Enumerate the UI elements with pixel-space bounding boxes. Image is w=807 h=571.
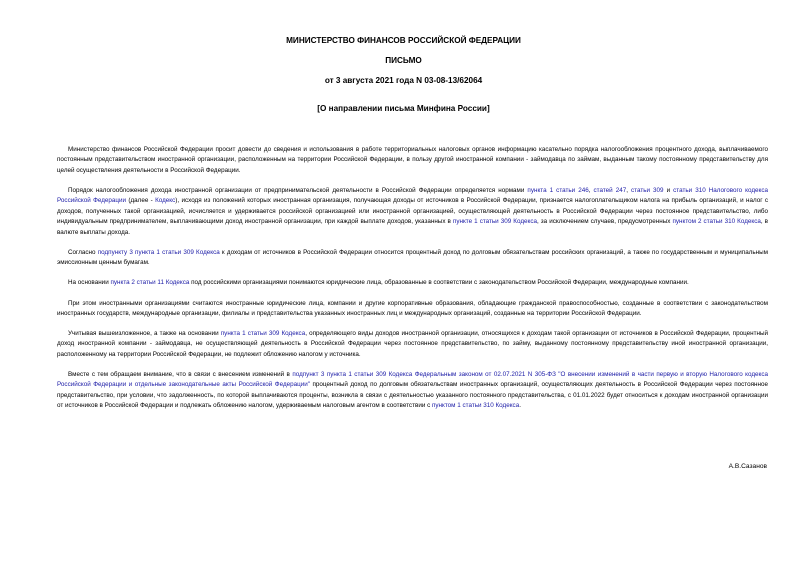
link-art310-tax-code[interactable]: статьи 310 Налогового кодекса Российской Федерации [57, 187, 769, 205]
text: под российскими организациями понимаются юридические лица, образованные в соответствии с законодательством Российской Федерации, международные компании. [189, 279, 689, 286]
paragraph-2 [57, 186, 768, 238]
text: процентный доход по долговым обязательствам иностранных организаций, осуществляющих деятельность в Российской Федерации через постоянное представительство, при условии, что задолженность, по которой выплачиваются проценты, возникла в связи с деятельностью указанного постоянного представительства, с 01.01.2022 будет относиться к доходам иностранной организации от источников в Российской Федерации и подлежать обложению налогом, удерживаемым налоговым агентом в соответствии с [57, 381, 768, 410]
paragraph-1: Министерство финансов Российской Федерации просит довести до сведения и использования в работе территориальных налоговых органов информацию касательно порядка налогообложения процентного дохода, выплачиваемого постоянным представительством иностранной организации, расположенным на территории Российской Федерации, в пользу другой иностранной компании - займодавца по займам, выданным такому постоянному представительству для целей осуществления деятельности в Российской Федерации. [57, 146, 768, 174]
link-federal-law-305[interactable]: Федеральным законом от 02.07.2021 N 305-ФЗ "О внесении изменений в части первую и вторую Налогового кодекса Российской Федерации и отдельные законодательные акты Российской Федерации" [57, 371, 769, 389]
link-p2-art11[interactable]: пункта 2 статьи 11 Кодекса [110, 279, 190, 286]
link-p1-art310[interactable]: пунктом 1 статьи 310 Кодекса [432, 402, 520, 410]
text: Согласно [68, 249, 98, 256]
link-p1-art246[interactable]: пункта 1 статьи 246 [527, 187, 589, 194]
doc-date-number: от 3 августа 2021 года N 03-08-13/62064 [324, 76, 483, 85]
text: к доходам от источников в Российской Федерации относится процентный доход по долговым обязательствам российских организаций, а также по государственным и муниципальным эмиссионным ценным бумагам. [57, 249, 768, 267]
text: ), исходя из положений которых иностранная организация, получающая доходы от источников в Российской Федерации, признается налогоплательщиком налога на прибыль организаций, и налог с доходов, полученных такой организацией, исчисляется и удерживается российской организацией или иностранной организацией, осуществляющей деятельность в Российской Федерации через постоянное представительство, либо индивидуальным предпринимателем, выплачивающими доход иностранной организации, при каждой выплате доходов, указанных в [57, 197, 768, 226]
text: , за исключением случаев, предусмотренных [536, 218, 673, 226]
link-art247[interactable]: статей 247 [593, 187, 627, 194]
link-art309[interactable]: статьи 309 [631, 187, 664, 194]
paragraph-6 [57, 329, 768, 360]
paragraph-4 [57, 278, 768, 288]
doc-subject: [О направлении письма Минфина России] [317, 104, 490, 113]
paragraph-5: При этом иностранными организациями считаются иностранные юридические лица, компании и другие корпоративные образования, обладающие гражданской правоспособностью, созданные в соответствии с законодательством иностранных государств, международные организации, филиалы и представительства указанных иностранных лиц и международных организаций, созданные на территории Российской Федерации. [57, 300, 768, 318]
text: и [663, 187, 674, 194]
signature: А.В.Сазанов [728, 463, 767, 470]
text: , в валюте выплаты дохода. [57, 218, 768, 236]
paragraph-7 [57, 370, 768, 412]
link-p1-art309-b[interactable]: пункта 1 статьи 309 Кодекса [220, 330, 306, 337]
text: , определяющего виды доходов иностранной организации, относящихся к доходам такой организации от источников в Российской Федерации, процентный доход иностранной компании - займодавца, не осуществляющей деятельность в Российской Федерации через постоянное представительство, по займу, выданному постоянному представительству иной иностранной организации, расположенному на территории Российской Федерации, не подлежит обложению налогом у источника. [57, 330, 769, 358]
link-p2-art310[interactable]: пунктом 2 статьи 310 Кодекса [672, 218, 761, 226]
text: На основании [68, 279, 111, 286]
link-pp3-p1-art309[interactable]: подпункту 3 пункта 1 статьи 309 Кодекса [97, 249, 220, 256]
text: , [626, 187, 632, 194]
text: (далее - [126, 197, 156, 205]
text: Учитывая вышеизложенное, а также на основании [68, 330, 221, 337]
text: . [519, 402, 521, 410]
link-kodeks[interactable]: Кодекс [155, 197, 176, 205]
text: Порядок налогообложения дохода иностранной организации от предпринимательской деятельности в Российской Федерации определяется нормами [68, 187, 528, 194]
text: , [588, 187, 594, 194]
ministry-title: МИНИСТЕРСТВО ФИНАНСОВ РОССИЙСКОЙ ФЕДЕРАЦИИ [286, 36, 521, 45]
link-pp3-p1-art309-b[interactable]: подпункт 3 пункта 1 статьи 309 Кодекса [292, 371, 413, 378]
doc-type: ПИСЬМО [385, 56, 422, 65]
text: Вместе с тем обращаем внимание, что в связи с внесением изменений в [68, 371, 293, 378]
paragraph-3 [57, 248, 768, 269]
link-p1-art309[interactable]: пункте 1 статьи 309 Кодекса [452, 218, 537, 226]
